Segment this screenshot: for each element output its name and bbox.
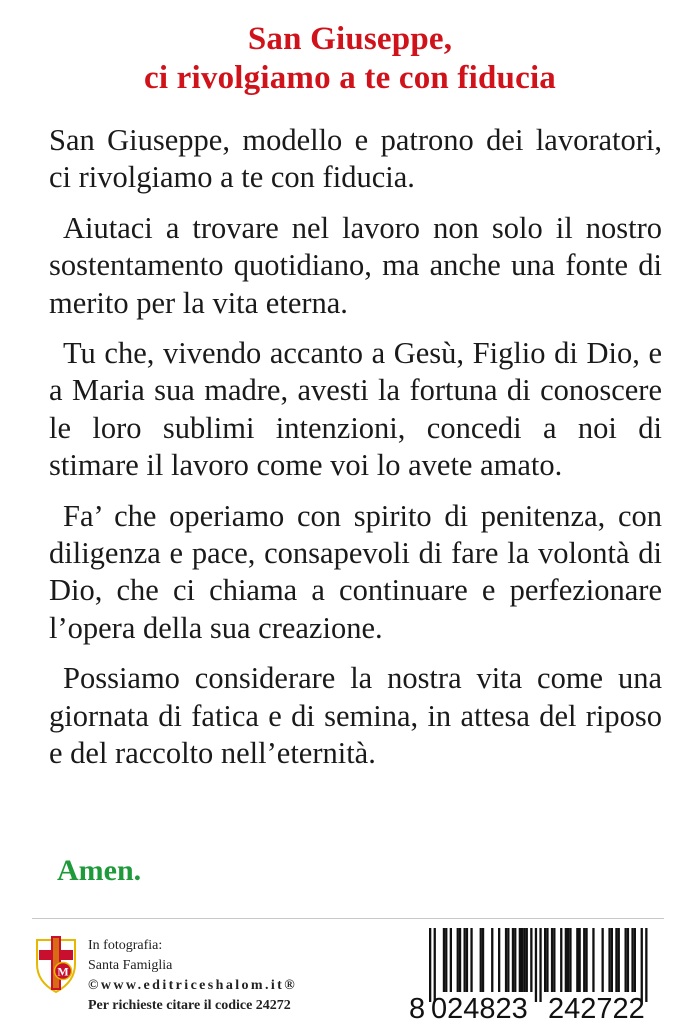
barcode-bar [569,928,571,992]
barcode-bar [535,928,537,1002]
barcode-bar [464,928,466,992]
barcode-left-group: 024823 [431,993,528,1025]
barcode-bar [551,928,553,992]
footer-divider [32,918,664,919]
barcode-bar [526,928,528,992]
barcode-bar [457,928,459,992]
barcode-bar [641,928,643,1002]
prayer-title [0,20,700,98]
barcode-bar [585,928,587,992]
prayer-text [49,122,662,786]
barcode-bar [553,928,555,992]
barcode-bar [546,928,548,992]
barcode-bar [505,928,507,992]
barcode-bar [450,928,452,992]
barcode-bar [491,928,493,992]
amen-text: Amen. [57,854,142,887]
barcode-bar [519,928,521,992]
barcode-bar [576,928,578,992]
shalom-cross-shield-icon [34,934,78,994]
logo-letter: M [57,964,69,979]
barcode-bar [459,928,461,992]
barcode-bar [521,928,523,992]
barcode-bar [512,928,514,992]
prayer-paragraph-5: Possiamo considerare la nostra vita come una giornata di fatica e di semina, in attesa del riposo e del raccolto nell’eternità. [49,661,662,771]
barcode-bar [466,928,468,992]
request-code-note: Per richieste citare il codice 24272 [88,998,291,1013]
barcode-bar [608,928,610,992]
title-line-1: San Giuseppe, [247,21,453,57]
barcode-bar [567,928,569,992]
barcode-bar [434,928,436,1002]
barcode-bar [631,928,633,992]
barcode-bar [530,928,532,992]
barcode-bar [429,928,431,1002]
prayer-paragraph-2: Aiutaci a trovare nel lavoro non solo il nostro sostentamento quotidiano, ma anche una fonte di merito per la vita eterna. [49,210,662,320]
barcode-bar [514,928,516,992]
barcode-bar [625,928,627,992]
prayer-paragraph-1: San Giuseppe, modello e patrono dei lavoratori, ci rivolgiamo a te con fiducia. [49,123,662,195]
barcode-bar [579,928,581,992]
barcode-bar [618,928,620,992]
barcode-bar [645,928,647,1002]
footer-credits [88,936,297,1016]
barcode-bar [523,928,525,992]
barcode-bar [627,928,629,992]
barcode-bar [565,928,567,992]
barcode-bar [611,928,613,992]
barcode-bar [539,928,541,1002]
photo-subject: Santa Famiglia [88,958,173,973]
barcode-bar [602,928,604,992]
photo-label: In fotografia: [88,938,163,953]
barcode-bar [480,928,482,992]
prayer-paragraph-4: Fa’ che operiamo con spirito di penitenza, con diligenza e pace, consapevoli di fare la volontà di Dio, che ci chiama a continuare e perfezionare l’opera della sua creazione. [49,498,662,645]
title-line-2: ci rivolgiamo a te con fiducia [143,60,557,96]
barcode-bar [615,928,617,992]
barcode-bar [634,928,636,992]
publisher-website: ©www.editriceshalom.it® [88,978,298,993]
barcode-bar [507,928,509,992]
barcode-bar [592,928,594,992]
barcode-bar [482,928,484,992]
ean-barcode [407,924,663,1028]
barcode-bar [498,928,500,992]
barcode-bar [443,928,445,992]
barcode-bar [445,928,447,992]
barcode-right-group: 242722 [548,993,645,1025]
barcode-bar [544,928,546,992]
barcode-bar [560,928,562,992]
prayer-paragraph-3: Tu che, vivendo accanto a Gesù, Figlio di Dio, e a Maria sua madre, avesti la fortuna di conoscere le loro sublimi intenzioni, concedi a noi di stimare il lavoro come voi lo avete amato. [49,336,662,483]
barcode-bar [470,928,472,992]
barcode-first-digit: 8 [409,993,426,1025]
barcode-bar [583,928,585,992]
